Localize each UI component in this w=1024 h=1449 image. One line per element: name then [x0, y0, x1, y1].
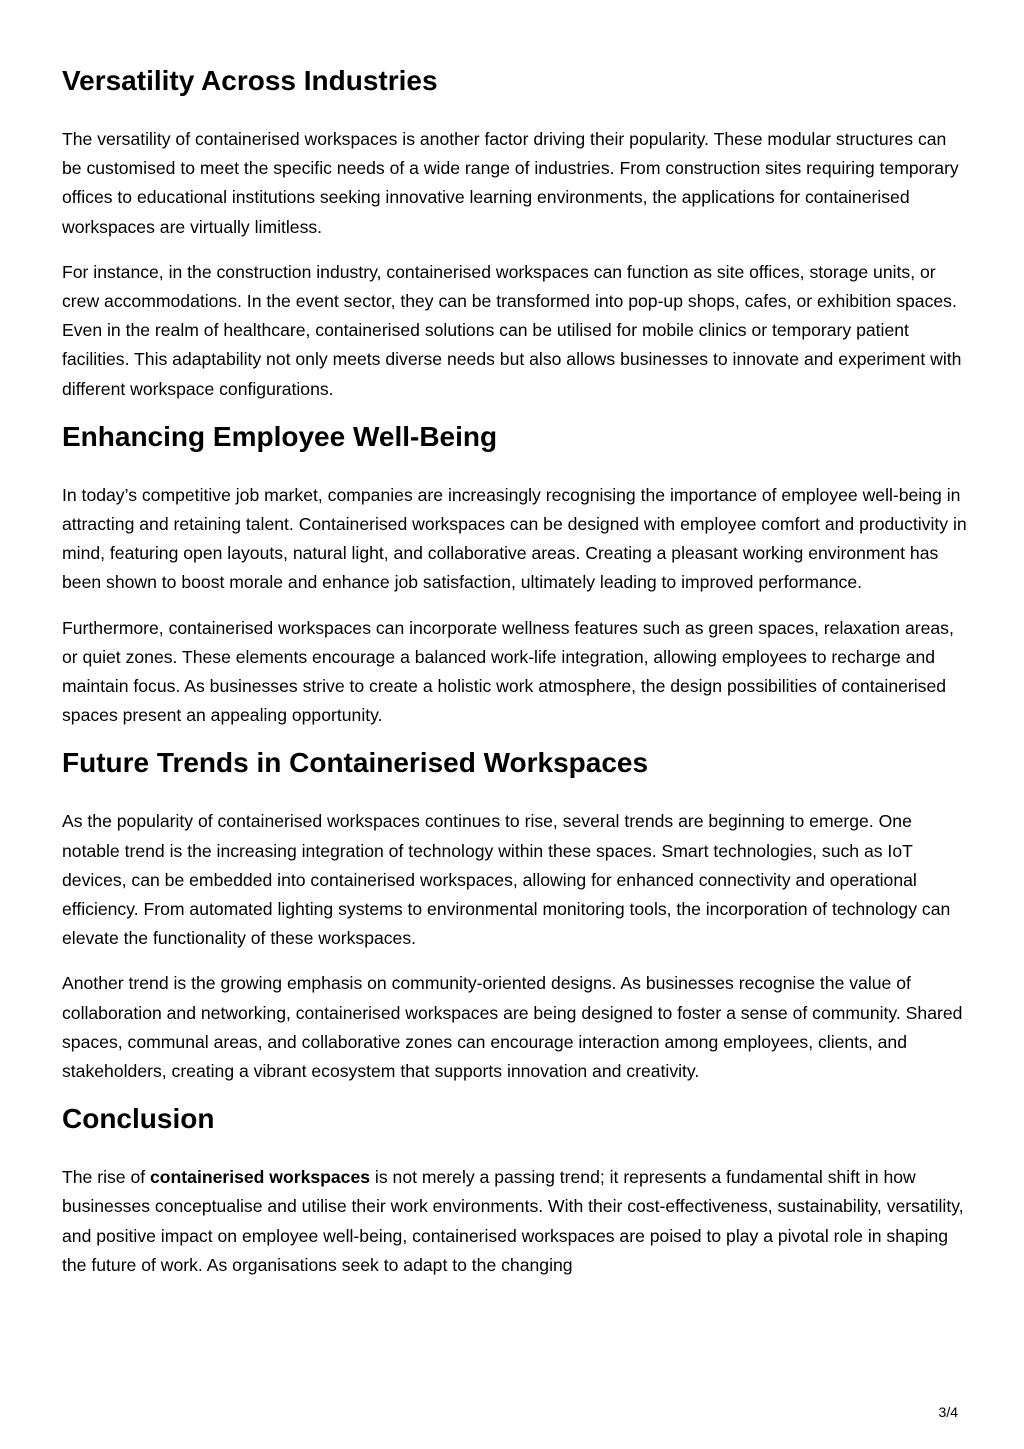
- section-heading: Enhancing Employee Well-Being: [62, 420, 498, 452]
- section-employee-well-being: [62, 420, 967, 731]
- document-page: [62, 64, 967, 1296]
- section-versatility: [62, 64, 967, 404]
- paragraph: For instance, in the construction industry, containerised workspaces can function as site offices, storage units, or crew accommodations. In the event sector, they can be transformed into pop-up shops, cafes, or exhibition spaces. Even in the realm of healthcare, containerised solutions can be utilised for mobile clinics or temporary patient facilities. This adaptability not only meets diverse needs but also allows businesses to innovate and experiment with different workspace configurations.: [62, 261, 962, 399]
- paragraph: The versatility of containerised workspaces is another factor driving their popularity. These modular structures can be customised to meet the specific needs of a wide range of industries. From construction sites requiring temporary offices to educational institutions seeking innovative learning environments, the applications for containerised workspaces are virtually limitless.: [62, 129, 959, 237]
- paragraph: In today’s competitive job market, companies are increasingly recognising the importance of employee well-being in attracting and retaining talent. Containerised workspaces can be designed with employee comfort and productivity in mind, featuring open layouts, natural light, and collaborative areas. Creating a pleasant working environment has been shown to boost morale and enhance job satisfaction, ultimately leading to improved performance.: [62, 484, 967, 593]
- paragraph: Furthermore, containerised workspaces can incorporate wellness features such as green spaces, relaxation areas, or quiet zones. These elements encourage a balanced work-life integration, allowing employees to recharge and maintain focus. As businesses strive to create a holistic work atmosphere, the design possibilities of containerised spaces present an appealing opportunity.: [62, 617, 954, 726]
- conclusion-bold-term: containerised workspaces: [150, 1167, 371, 1188]
- page-number: 3/4: [938, 1404, 958, 1420]
- paragraph: Another trend is the growing emphasis on community-oriented designs. As businesses recognise the value of collaboration and networking, containerised workspaces are being designed to foster a sense of community. Shared spaces, communal areas, and collaborative zones can encourage interaction among employees, clients, and stakeholders, creating a vibrant ecosystem that supports innovation and creativity.: [62, 973, 963, 1082]
- section-future-trends: [62, 746, 967, 1086]
- paragraph: As the popularity of containerised workspaces continues to rise, several trends are beginning to emerge. One notable trend is the increasing integration of technology within these spaces. Smart technologies, such as IoT devices, can be embedded into containerised workspaces, allowing for enhanced connectivity and operational efficiency. From automated lighting systems to environmental monitoring tools, the incorporation of technology can elevate the functionality of these workspaces.: [62, 811, 951, 949]
- conclusion-paragraph: [62, 1163, 967, 1280]
- conclusion-intro-text: The rise of: [62, 1167, 151, 1188]
- conclusion-body-text: is not merely a passing trend; it represents a fundamental shift in how businesses conceptualise and utilise their work environments. With their cost-effectiveness, sustainability, versatility, and positive impact on employee well-being, containerised workspaces are poised to play a pivotal role in shaping the future of work. As organisations seek to adapt to the changing: [62, 1167, 964, 1275]
- section-heading: Future Trends in Containerised Workspaces: [62, 747, 649, 779]
- section-heading: Conclusion: [62, 1103, 215, 1135]
- section-conclusion: [62, 1102, 967, 1280]
- section-heading: Versatility Across Industries: [62, 65, 438, 96]
